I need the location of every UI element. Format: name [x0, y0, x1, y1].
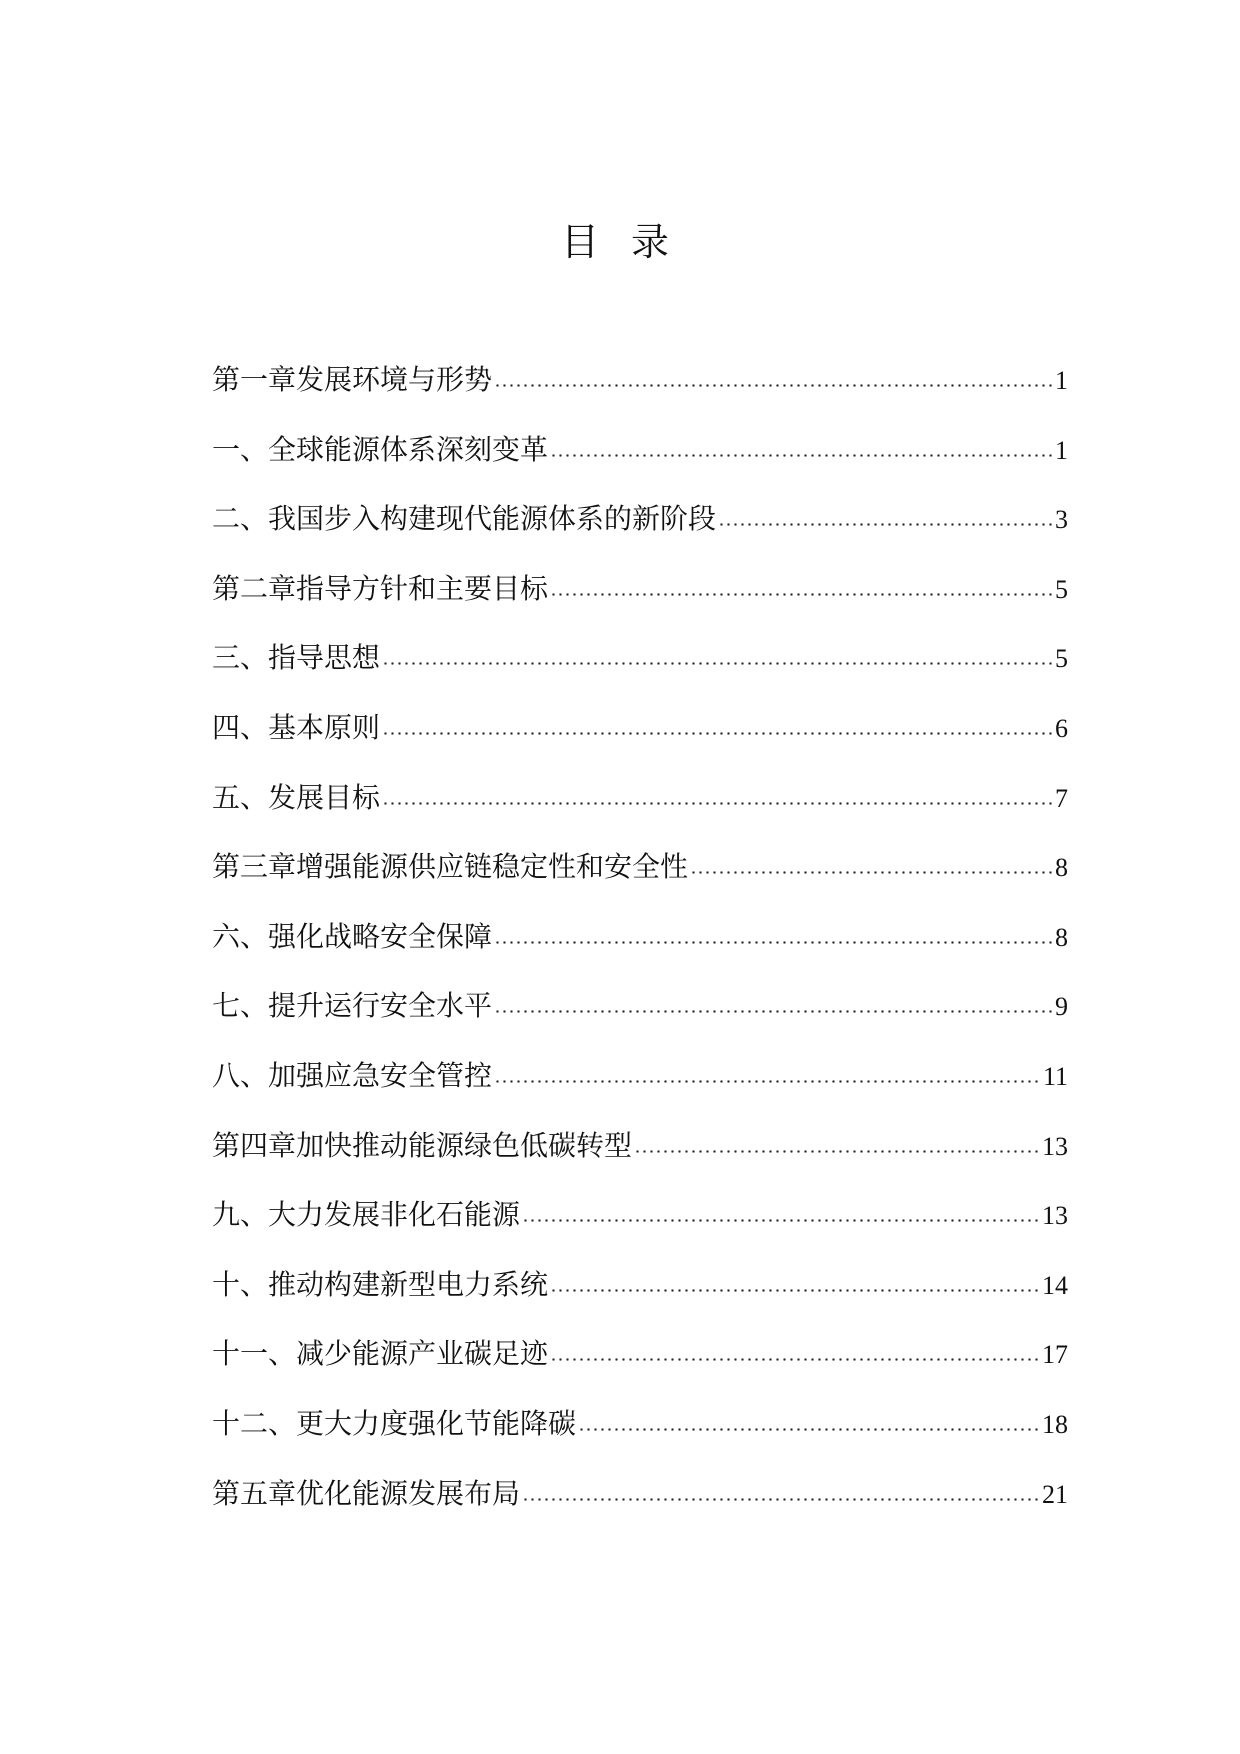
toc-entry-page-number: 8: [1055, 922, 1068, 952]
toc-dot-leader: [550, 454, 1053, 457]
toc-entry-label: 九、大力发展非化石能源: [212, 1198, 521, 1232]
toc-entry[interactable]: [212, 430, 1068, 500]
toc-entry-label: 第五章优化能源发展布局: [212, 1476, 521, 1510]
toc-entry-page-number: 21: [1042, 1479, 1068, 1509]
toc-entry-page-number: 11: [1042, 1061, 1068, 1091]
toc-entry-page-number: 9: [1055, 992, 1068, 1022]
toc-entry-page-number: 13: [1042, 1131, 1068, 1161]
toc-entry-page-number: 6: [1055, 713, 1068, 743]
toc-entry-label: 八、加强应急安全管控: [212, 1058, 493, 1092]
toc-entry-page-number: 7: [1055, 783, 1068, 813]
toc-entry-label: 五、发展目标: [212, 780, 381, 814]
toc-dot-leader: [494, 1080, 1041, 1083]
toc-entry-label: 六、强化战略安全保障: [212, 919, 493, 953]
toc-entry-label: 第二章指导方针和主要目标: [212, 571, 549, 605]
toc-entry-page-number: 18: [1042, 1409, 1068, 1439]
toc-dot-leader: [550, 1358, 1040, 1361]
toc-entry-label: 四、基本原则: [212, 710, 381, 744]
toc-dot-leader: [522, 1219, 1040, 1222]
toc-entry-label: 十二、更大力度强化节能降碳: [212, 1406, 577, 1440]
toc-dot-leader: [494, 941, 1053, 944]
toc-entry[interactable]: [212, 986, 1068, 1056]
toc-entry-label: 十、推动构建新型电力系统: [212, 1267, 549, 1301]
toc-entry-page-number: 5: [1055, 644, 1068, 674]
toc-entry[interactable]: [212, 778, 1068, 848]
toc-entry[interactable]: [212, 499, 1068, 569]
toc-entry[interactable]: [212, 1265, 1068, 1335]
toc-list: [212, 360, 1068, 1543]
toc-entry[interactable]: [212, 1126, 1068, 1196]
toc-entry-label: 十一、减少能源产业碳足迹: [212, 1337, 549, 1371]
toc-entry-page-number: 5: [1055, 574, 1068, 604]
toc-entry[interactable]: [212, 1195, 1068, 1265]
toc-entry[interactable]: [212, 360, 1068, 430]
toc-entry[interactable]: [212, 1056, 1068, 1126]
toc-dot-leader: [690, 871, 1053, 874]
toc-dot-leader: [494, 384, 1053, 387]
toc-dot-leader: [634, 1150, 1040, 1153]
toc-entry-label: 三、指导思想: [212, 641, 381, 675]
toc-entry[interactable]: [212, 638, 1068, 708]
toc-dot-leader: [578, 1428, 1040, 1431]
toc-entry-label: 第四章加快推动能源绿色低碳转型: [212, 1128, 633, 1162]
toc-entry-label: 二、我国步入构建现代能源体系的新阶段: [212, 502, 717, 536]
toc-entry[interactable]: [212, 1474, 1068, 1544]
toc-entry-page-number: 17: [1042, 1340, 1068, 1370]
toc-entry-page-number: 13: [1042, 1201, 1068, 1231]
toc-entry[interactable]: [212, 847, 1068, 917]
toc-entry-label: 第一章发展环境与形势: [212, 363, 493, 396]
toc-entry[interactable]: [212, 569, 1068, 639]
toc-entry-page-number: 3: [1055, 505, 1068, 535]
toc-dot-leader: [382, 732, 1053, 735]
toc-dot-leader: [382, 802, 1053, 805]
toc-dot-leader: [382, 662, 1053, 665]
toc-entry-page-number: 1: [1055, 435, 1068, 465]
toc-dot-leader: [494, 1010, 1053, 1013]
toc-dot-leader: [522, 1498, 1040, 1501]
toc-entry-page-number: 1: [1055, 366, 1068, 395]
toc-entry-page-number: 14: [1042, 1270, 1068, 1300]
toc-dot-leader: [550, 1289, 1040, 1292]
toc-entry[interactable]: [212, 1334, 1068, 1404]
toc-entry-label: 七、提升运行安全水平: [212, 989, 493, 1023]
toc-entry-page-number: 8: [1055, 853, 1068, 883]
toc-title: 目 录: [560, 220, 680, 264]
toc-entry-label: 一、全球能源体系深刻变革: [212, 432, 549, 466]
toc-entry[interactable]: [212, 1404, 1068, 1474]
toc-entry[interactable]: [212, 917, 1068, 987]
toc-dot-leader: [550, 593, 1053, 596]
toc-dot-leader: [718, 523, 1053, 526]
toc-entry-label: 第三章增强能源供应链稳定性和安全性: [212, 850, 689, 884]
toc-entry[interactable]: [212, 708, 1068, 778]
